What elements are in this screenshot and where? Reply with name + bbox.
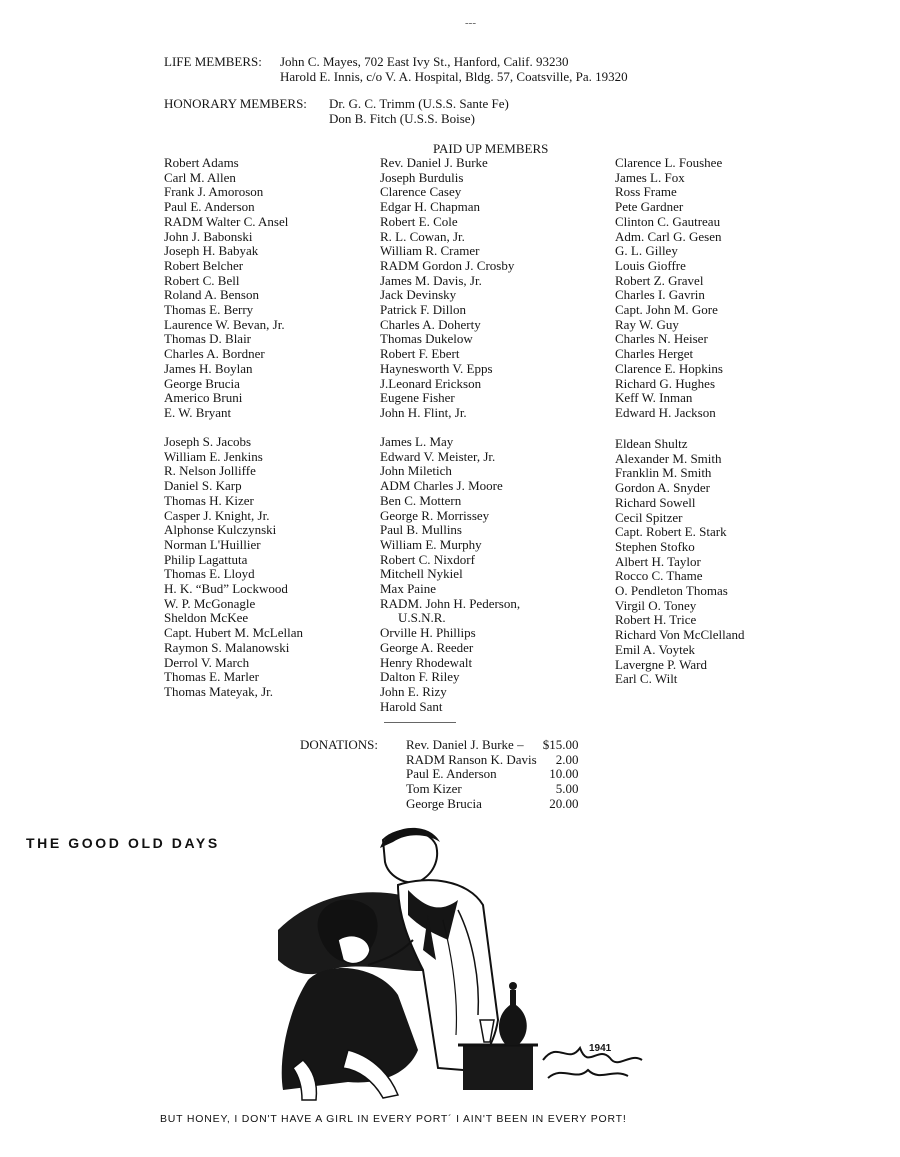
member-name: RADM Gordon J. Crosby [380, 257, 515, 273]
member-name: Virgil O. Toney [615, 597, 697, 613]
member-name: William E. Jenkins [164, 448, 263, 464]
member-name: Pete Gardner [615, 199, 684, 215]
member-name: Richard G. Hughes [615, 375, 716, 391]
member-name: Thomas Mateyak, Jr. [164, 683, 274, 699]
member-name: William E. Murphy [380, 536, 482, 552]
member-name: Adm. Carl G. Gesen [615, 228, 722, 244]
life-members-list [280, 55, 628, 84]
member-name: Capt. John M. Gore [615, 302, 718, 318]
member-name: Joseph S. Jacobs [164, 434, 252, 449]
member-name: Albert H. Taylor [615, 553, 701, 569]
donation-row [406, 767, 578, 782]
section-divider [384, 722, 456, 723]
member-name: Frank J. Amoroson [164, 184, 264, 200]
donation-row [406, 753, 578, 768]
member-name: Robert Adams [164, 155, 239, 170]
member-name: Capt. Hubert M. McLellan [164, 625, 303, 641]
member-name: Robert Z. Gravel [615, 272, 704, 288]
donation-amount: 5.00 [555, 781, 579, 797]
member-name: R. L. Cowan, Jr. [380, 228, 465, 244]
member-name: Laurence W. Bevan, Jr. [164, 316, 285, 332]
member-name: E. W. Bryant [164, 404, 232, 420]
member-name: Rev. Daniel J. Burke [380, 155, 488, 170]
member-name: William R. Cramer [380, 243, 480, 259]
member-name: Philip Lagattuta [164, 551, 248, 567]
honorary-member-entry: Don B. Fitch (U.S.S. Boise) [329, 110, 475, 126]
donor-name: Rev. Daniel J. Burke – [406, 737, 524, 752]
cartoon-year: 1941 [589, 1043, 612, 1054]
member-name: Henry Rhodewalt [380, 654, 473, 670]
member-name: W. P. McGonagle [164, 595, 256, 611]
member-name: Robert C. Bell [164, 272, 240, 288]
donation-amount: 10.00 [549, 766, 579, 782]
member-name: Richard Sowell [615, 494, 696, 510]
member-name: Raymon S. Malanowski [164, 639, 290, 655]
member-name: RADM. John H. Pederson, [380, 595, 521, 611]
life-members-label: LIFE MEMBERS: [164, 54, 262, 69]
member-name: Haynesworth V. Epps [380, 360, 493, 376]
member-name: Robert E. Cole [380, 213, 458, 229]
member-name: Eldean Shultz [615, 436, 688, 451]
member-name: Stephen Stofko [615, 538, 695, 554]
member-name: John H. Flint, Jr. [380, 404, 467, 420]
member-name: Robert C. Nixdorf [380, 551, 475, 567]
member-name: Gordon A. Snyder [615, 480, 710, 496]
member-name: G. L. Gilley [615, 243, 678, 259]
paid-up-column [164, 435, 303, 700]
member-name: Alexander M. Smith [615, 450, 722, 466]
member-name: James L. Fox [615, 169, 685, 185]
member-name: Joseph Burdulis [380, 169, 464, 185]
member-name: Richard Von McClelland [615, 627, 745, 643]
donations-label: DONATIONS: [300, 737, 378, 752]
donor-name: George Brucia [406, 795, 482, 811]
paid-up-heading: PAID UP MEMBERS [433, 141, 549, 156]
member-name: Casper J. Knight, Jr. [164, 507, 270, 523]
member-name: Franklin M. Smith [615, 465, 712, 481]
member-name: Ben C. Mottern [380, 492, 462, 508]
member-name: Thomas E. Berry [164, 302, 254, 318]
member-name: Sheldon McKee [164, 610, 249, 626]
member-name: Derrol V. March [164, 654, 250, 670]
member-name: Thomas H. Kizer [164, 492, 254, 508]
life-member-entry: John C. Mayes, 702 East Ivy St., Hanford, Calif. 93230 [280, 54, 569, 69]
member-name: John Miletich [380, 463, 452, 479]
member-name: Charles I. Gavrin [615, 287, 705, 303]
paid-up-column [164, 156, 288, 421]
member-name: Clarence L. Foushee [615, 155, 723, 170]
donation-row [406, 782, 578, 797]
member-name: Ross Frame [615, 184, 677, 200]
donation-row [406, 797, 578, 812]
member-name: O. Pendleton Thomas [615, 583, 728, 599]
member-name: RADM Walter C. Ansel [164, 213, 289, 229]
sailor-cartoon-illustration [258, 820, 658, 1105]
member-name: Robert F. Ebert [380, 346, 460, 362]
member-name: Alphonse Kulczynski [164, 522, 277, 538]
donor-name: RADM Ranson K. Davis [406, 751, 537, 767]
member-name: Charles N. Heiser [615, 331, 708, 347]
member-name: Earl C. Wilt [615, 671, 678, 687]
member-name: H. K. “Bud” Lockwood [164, 581, 288, 597]
member-name: Norman L'Huillier [164, 536, 261, 552]
donation-amount: $15.00 [542, 737, 579, 752]
member-name: John E. Rizy [380, 683, 447, 699]
member-name: John J. Babonski [164, 228, 253, 244]
member-name: Louis Gioffre [615, 257, 686, 273]
member-name: George A. Reeder [380, 639, 474, 655]
member-name: Max Paine [380, 581, 436, 597]
member-name: Joseph H. Babyak [164, 243, 259, 259]
member-name: Capt. Robert E. Stark [615, 524, 727, 540]
member-name: Clarence Casey [380, 184, 462, 200]
member-name: Charles A. Doherty [380, 316, 481, 332]
member-name: George R. Morrissey [380, 507, 490, 523]
donor-name: Tom Kizer [406, 781, 462, 797]
member-name: Orville H. Phillips [380, 625, 476, 641]
member-name: Clinton C. Gautreau [615, 213, 721, 229]
member-name: U.S.N.R. [398, 610, 446, 626]
honorary-members-list [329, 97, 509, 126]
paid-up-column [380, 435, 520, 714]
donation-amount: 20.00 [549, 795, 579, 811]
member-name: Paul B. Mullins [380, 522, 462, 538]
member-name: Harold Sant [380, 698, 443, 714]
member-name: Cecil Spitzer [615, 509, 683, 525]
member-name: Robert H. Trice [615, 612, 697, 628]
member-name: Eugene Fisher [380, 390, 455, 406]
member-name: Thomas D. Blair [164, 331, 252, 347]
life-member-entry: Harold E. Innis, c/o V. A. Hospital, Bldg. 57, Coatsville, Pa. 19320 [280, 68, 628, 84]
cartoon-heading: THE GOOD OLD DAYS [26, 835, 220, 851]
member-name: James L. May [380, 434, 454, 449]
member-name: Carl M. Allen [164, 169, 236, 185]
honorary-member-entry: Dr. G. C. Trimm (U.S.S. Sante Fe) [329, 96, 509, 111]
donation-amount: 2.00 [555, 751, 579, 767]
member-name: ADM Charles J. Moore [380, 478, 503, 494]
member-name: Thomas E. Lloyd [164, 566, 255, 582]
member-name: Ray W. Guy [615, 316, 679, 332]
paid-up-column [380, 156, 514, 421]
member-name: Edgar H. Chapman [380, 199, 481, 215]
member-name: Robert Belcher [164, 257, 244, 273]
cartoon-caption: BUT HONEY, I DON'T HAVE A GIRL IN EVERY PORT´ I AIN'T BEEN IN EVERY PORT! [160, 1113, 627, 1125]
member-name: Americo Bruni [164, 390, 243, 406]
honorary-members-label: HONORARY MEMBERS: [164, 96, 307, 111]
member-name: Paul E. Anderson [164, 199, 255, 215]
member-name: James M. Davis, Jr. [380, 272, 482, 288]
member-name: Edward H. Jackson [615, 404, 716, 420]
member-name: Mitchell Nykiel [380, 566, 463, 582]
member-name: Keff W. Inman [615, 390, 693, 406]
member-name: Emil A. Voytek [615, 641, 696, 657]
member-name: Daniel S. Karp [164, 478, 242, 494]
member-name: J.Leonard Erickson [380, 375, 482, 391]
donation-row [406, 738, 578, 753]
member-name: Dalton F. Riley [380, 669, 460, 685]
member-name: Clarence E. Hopkins [615, 360, 723, 376]
member-name: Rocco C. Thame [615, 568, 703, 584]
member-name: R. Nelson Jolliffe [164, 463, 256, 479]
paid-up-column [615, 156, 723, 421]
donor-name: Paul E. Anderson [406, 766, 497, 782]
member-name: Jack Devinsky [380, 287, 457, 303]
member-name: Edward V. Meister, Jr. [380, 448, 496, 464]
member-name: Charles A. Bordner [164, 346, 265, 362]
member-name: Charles Herget [615, 346, 694, 362]
donations-table [406, 738, 578, 812]
member-name: Roland A. Benson [164, 287, 259, 303]
paid-up-column [615, 437, 745, 687]
member-name: Patrick F. Dillon [380, 302, 466, 318]
member-name: Lavergne P. Ward [615, 656, 707, 672]
member-name: Thomas E. Marler [164, 669, 259, 685]
member-name: George Brucia [164, 375, 240, 391]
member-name: James H. Boylan [164, 360, 253, 376]
top-mark: --- [465, 17, 476, 29]
member-name: Thomas Dukelow [380, 331, 473, 347]
